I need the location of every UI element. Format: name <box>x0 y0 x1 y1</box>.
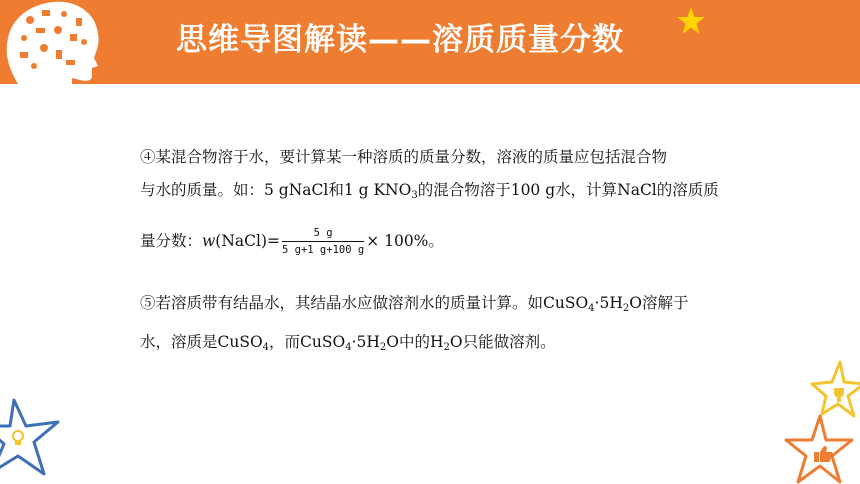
trophy-star-icon <box>812 362 860 416</box>
paragraph-line <box>140 146 780 168</box>
subscript: 4 <box>588 303 595 314</box>
text-run: 与水的质量。如：5 gNaCl和1 g KNO <box>140 181 412 199</box>
brain-head-icon <box>0 0 120 84</box>
text-run: O只能做溶剂。 <box>449 333 556 351</box>
text-run: ·5H <box>594 294 623 312</box>
subscript: 2 <box>622 303 630 314</box>
text-run: O中的H <box>386 333 444 351</box>
paragraph-line <box>140 179 780 207</box>
paragraph-line <box>140 292 780 320</box>
lightbulb-star-icon <box>0 396 62 484</box>
paragraph-mixture <box>140 146 780 257</box>
variable-w: w <box>202 232 216 250</box>
subscript: 3 <box>411 190 418 201</box>
fraction <box>282 227 364 257</box>
fraction-numerator: 5 g <box>282 227 364 242</box>
decorative-stars <box>780 360 860 484</box>
subscript: 2 <box>379 342 387 353</box>
page-title: 思维导图解读——溶质质量分数 <box>176 22 624 58</box>
paragraph-line <box>140 331 780 359</box>
text-run: ，而CuSO <box>269 333 346 351</box>
subscript: 4 <box>345 342 352 353</box>
text-run: ⑤若溶质带有结晶水，其结晶水应做溶剂水的质量计算。如CuSO <box>140 294 589 312</box>
text-run: × 100%。 <box>366 232 444 250</box>
star-icon <box>676 6 706 36</box>
text-run: O溶解于 <box>629 294 689 312</box>
formula-line <box>140 227 780 257</box>
title-banner <box>0 0 860 84</box>
subscript: 4 <box>262 342 270 353</box>
text-run: 的混合物溶于100 g水，计算NaCl的溶质质 <box>417 181 719 199</box>
paragraph-crystal-water <box>140 292 780 359</box>
text-run: 量分数： <box>140 232 203 250</box>
thumbs-up-star-icon <box>786 416 852 482</box>
text-run: 水，溶质是CuSO <box>140 333 263 351</box>
text-run: ·5H <box>351 333 380 351</box>
fraction-denominator: 5 g+1 g+100 g <box>282 244 365 256</box>
text-run: (NaCl)= <box>215 232 280 250</box>
text-run: ④某混合物溶于水，要计算某一种溶质的质量分数，溶液的质量应包括混合物 <box>140 148 668 166</box>
subscript: 2 <box>443 342 450 353</box>
